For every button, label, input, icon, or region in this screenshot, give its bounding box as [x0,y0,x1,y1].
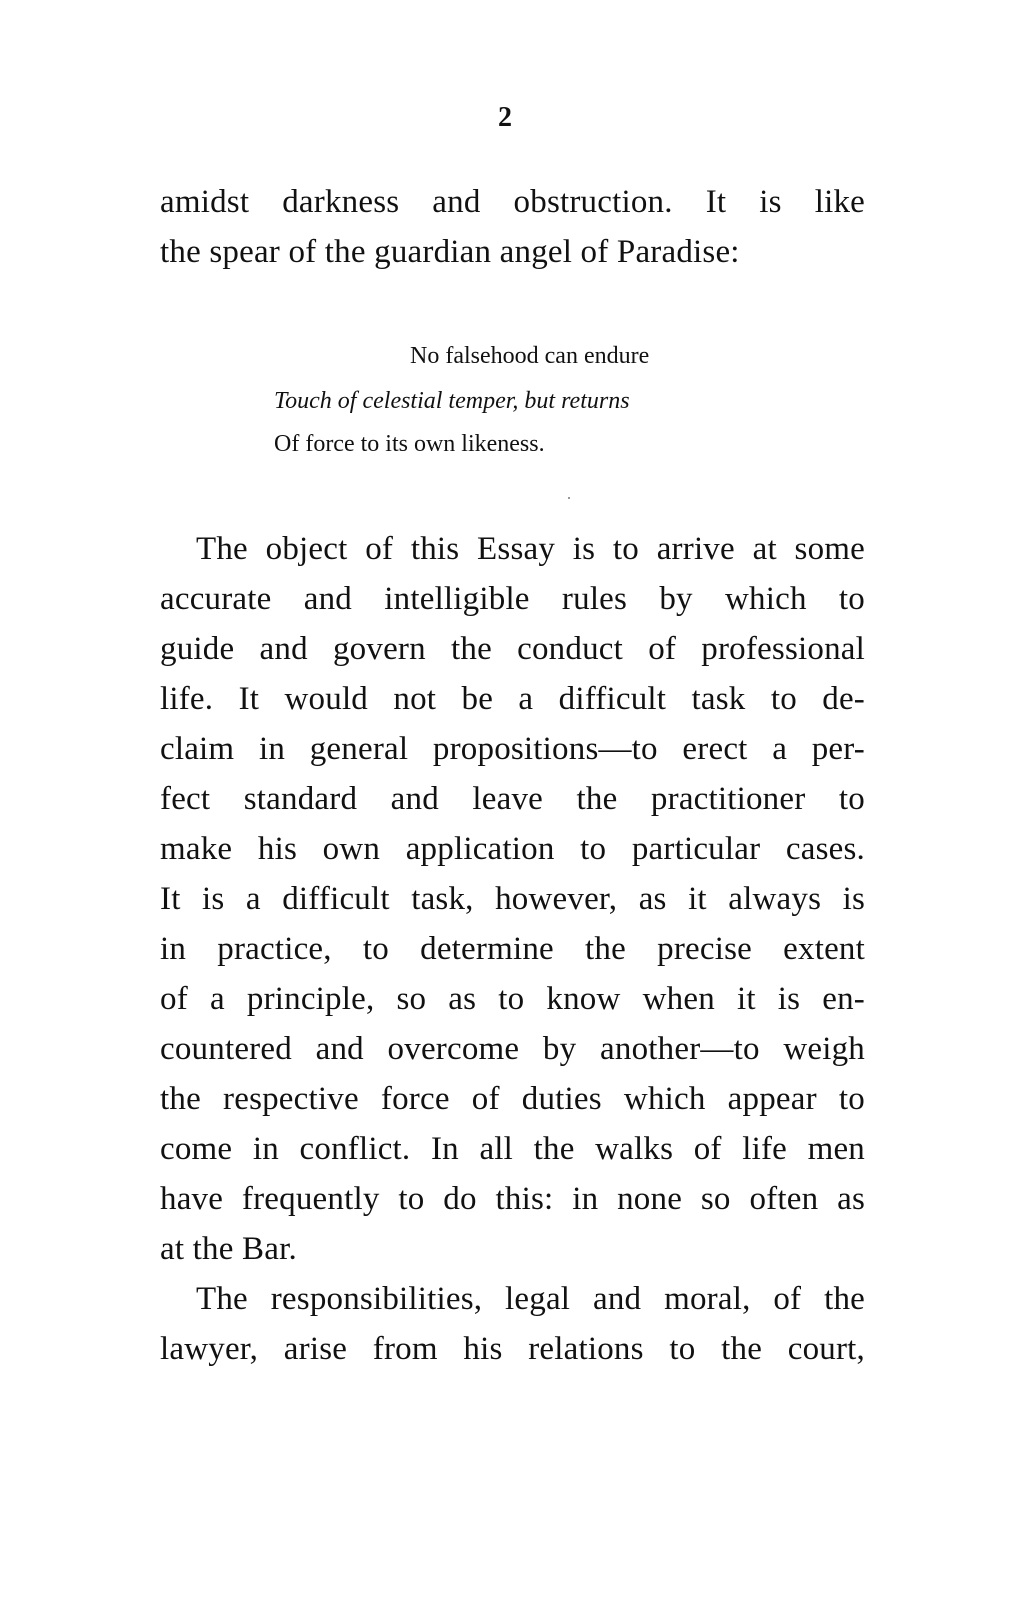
text-line: It is a difficult task, however, as it always is [160,881,865,917]
text-line: lawyer, arise from his relations to the court, [160,1331,865,1367]
verse-line: Touch of celestial temper, but returns [274,388,630,414]
print-speck [568,497,570,499]
page-number: 2 [498,102,512,133]
text-line: The object of this Essay is to arrive at some [196,531,865,567]
text-line: have frequently to do this: in none so often as [160,1181,865,1217]
text-line: countered and overcome by another—to weigh [160,1031,865,1067]
text-line: claim in general propositions—to erect a per- [160,731,865,767]
text-line: the spear of the guardian angel of Paradise: [160,234,740,270]
text-line: life. It would not be a difficult task to de- [160,681,865,717]
text-line: amidst darkness and obstruction. It is like [160,184,865,220]
verse-line: Of force to its own likeness. [274,431,545,457]
text-line: come in conflict. In all the walks of life men [160,1131,865,1167]
text-line: the respective force of duties which appear to [160,1081,865,1117]
text-line: at the Bar. [160,1231,297,1267]
text-line: guide and govern the conduct of professional [160,631,865,667]
text-line: fect standard and leave the practitioner to [160,781,865,817]
text-line: make his own application to particular cases. [160,831,865,867]
verse-line: No falsehood can endure [410,343,650,369]
text-line: The responsibilities, legal and moral, of the [196,1281,865,1317]
text-line: in practice, to determine the precise extent [160,931,865,967]
text-line: accurate and intelligible rules by which to [160,581,865,617]
text-line: of a principle, so as to know when it is en- [160,981,865,1017]
